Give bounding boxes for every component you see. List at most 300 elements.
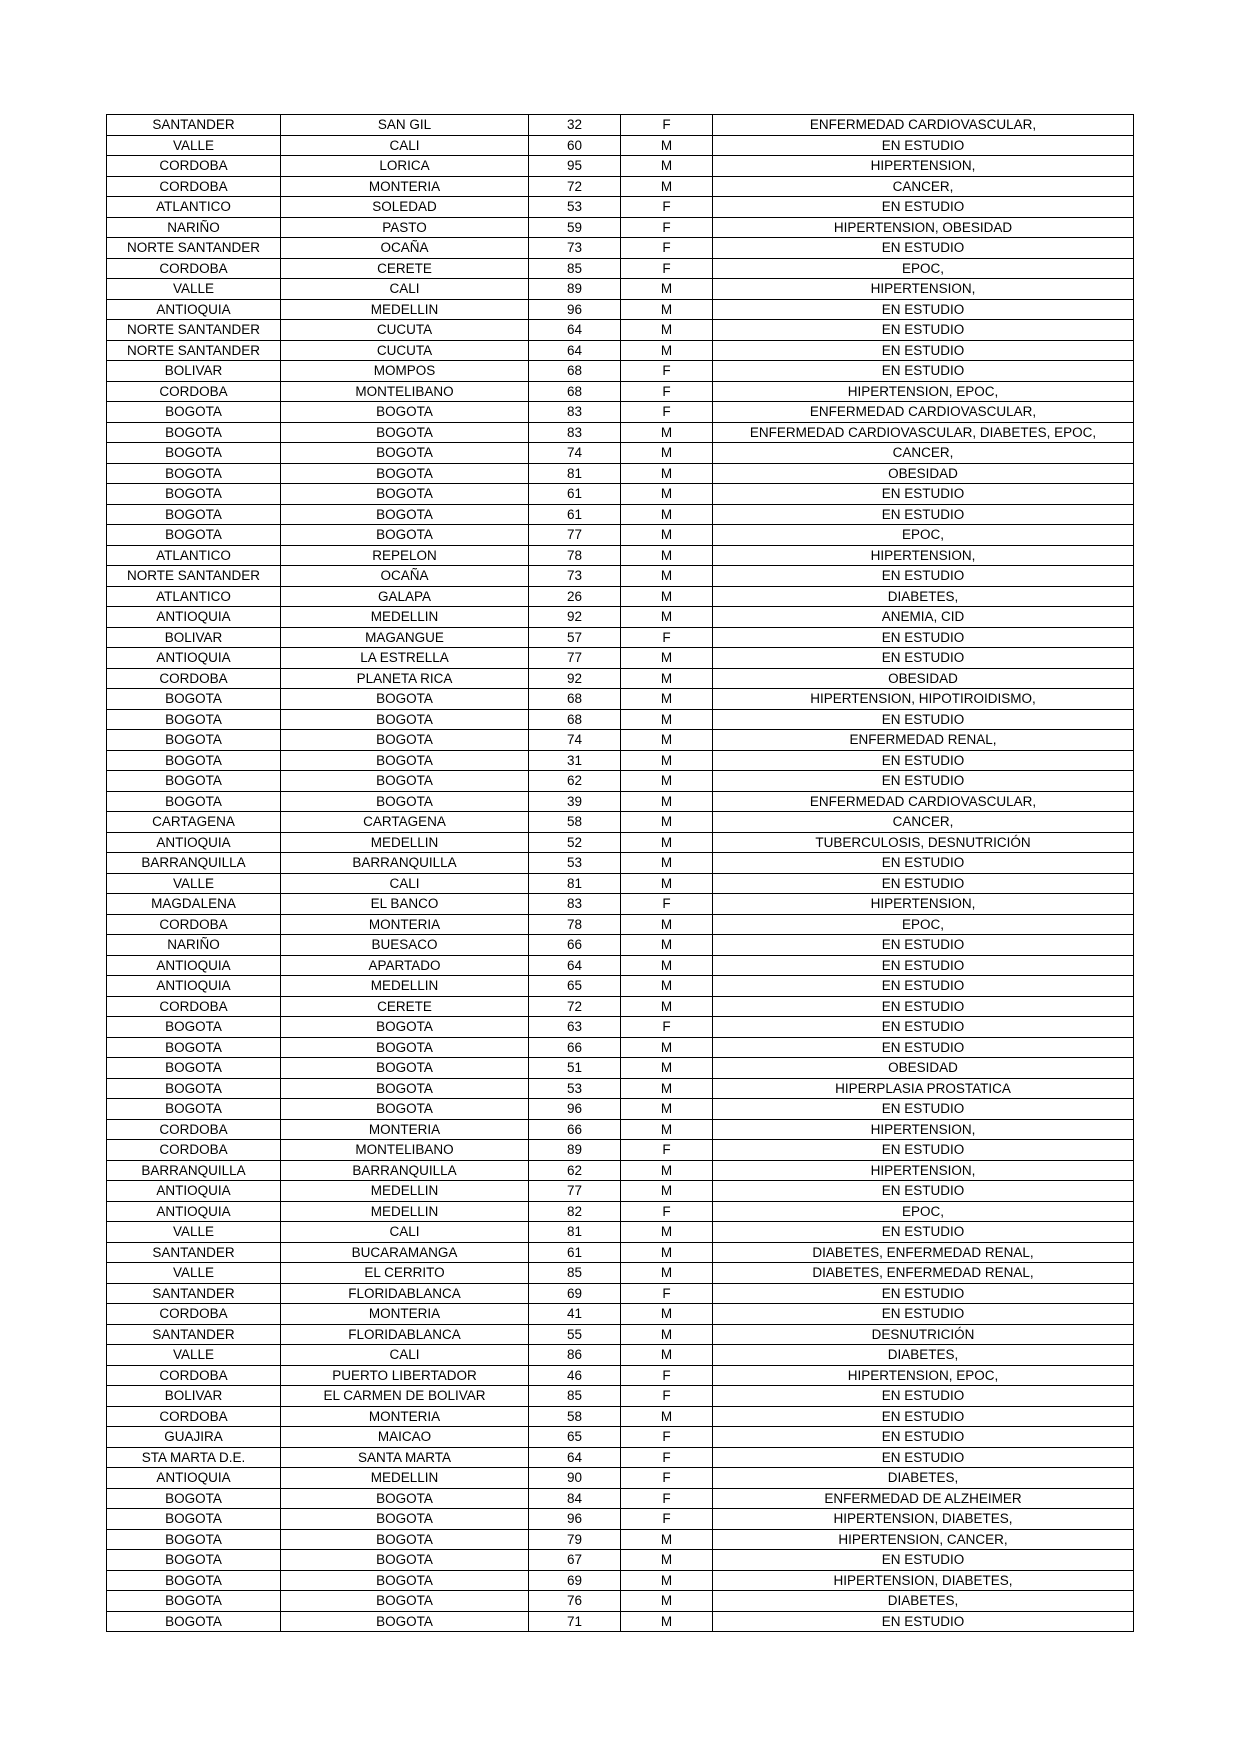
table-row — [107, 730, 1134, 751]
department-cell: BOGOTA — [107, 689, 281, 710]
department-cell: BOGOTA — [107, 1058, 281, 1079]
table-row — [107, 525, 1134, 546]
sex-cell: M — [621, 730, 713, 751]
sex-cell: M — [621, 566, 713, 587]
condition-cell: EN ESTUDIO — [713, 1427, 1134, 1448]
sex-cell: F — [621, 1509, 713, 1530]
table-row — [107, 668, 1134, 689]
department-cell: BARRANQUILLA — [107, 853, 281, 874]
table-row — [107, 1509, 1134, 1530]
table-row — [107, 1017, 1134, 1038]
table-row — [107, 545, 1134, 566]
city-cell: MONTELIBANO — [281, 381, 529, 402]
city-cell: CUCUTA — [281, 320, 529, 341]
city-cell: CALI — [281, 279, 529, 300]
condition-cell: EN ESTUDIO — [713, 1099, 1134, 1120]
sex-cell: F — [621, 894, 713, 915]
table-row — [107, 771, 1134, 792]
city-cell: MONTERIA — [281, 1119, 529, 1140]
department-cell: BOGOTA — [107, 709, 281, 730]
condition-cell: EN ESTUDIO — [713, 238, 1134, 259]
age-cell: 73 — [529, 566, 621, 587]
age-cell: 68 — [529, 361, 621, 382]
table-row — [107, 1037, 1134, 1058]
city-cell: BOGOTA — [281, 1488, 529, 1509]
sex-cell: M — [621, 135, 713, 156]
age-cell: 61 — [529, 504, 621, 525]
condition-cell: EN ESTUDIO — [713, 504, 1134, 525]
department-cell: BOGOTA — [107, 750, 281, 771]
condition-cell: ENFERMEDAD RENAL, — [713, 730, 1134, 751]
sex-cell: M — [621, 484, 713, 505]
condition-cell: DIABETES, — [713, 1345, 1134, 1366]
condition-cell: HIPERTENSION, — [713, 1119, 1134, 1140]
sex-cell: M — [621, 771, 713, 792]
department-cell: BOLIVAR — [107, 1386, 281, 1407]
condition-cell: EN ESTUDIO — [713, 1304, 1134, 1325]
sex-cell: M — [621, 976, 713, 997]
condition-cell: EN ESTUDIO — [713, 340, 1134, 361]
age-cell: 69 — [529, 1570, 621, 1591]
sex-cell: M — [621, 1037, 713, 1058]
table-row — [107, 238, 1134, 259]
age-cell: 82 — [529, 1201, 621, 1222]
department-cell: BOGOTA — [107, 1591, 281, 1612]
department-cell: BOGOTA — [107, 1509, 281, 1530]
age-cell: 96 — [529, 1509, 621, 1530]
department-cell: BOLIVAR — [107, 627, 281, 648]
sex-cell: M — [621, 1160, 713, 1181]
condition-cell: EN ESTUDIO — [713, 1406, 1134, 1427]
condition-cell: HIPERTENSION, — [713, 279, 1134, 300]
department-cell: BOGOTA — [107, 402, 281, 423]
condition-cell: EN ESTUDIO — [713, 750, 1134, 771]
age-cell: 39 — [529, 791, 621, 812]
department-cell: CORDOBA — [107, 381, 281, 402]
condition-cell: OBESIDAD — [713, 668, 1134, 689]
table-row — [107, 1529, 1134, 1550]
table-row — [107, 381, 1134, 402]
condition-cell: HIPERTENSION, EPOC, — [713, 1365, 1134, 1386]
department-cell: ANTIOQUIA — [107, 832, 281, 853]
sex-cell: F — [621, 1447, 713, 1468]
condition-cell: CANCER, — [713, 443, 1134, 464]
table-row — [107, 320, 1134, 341]
table-row — [107, 197, 1134, 218]
table-row — [107, 1304, 1134, 1325]
department-cell: ANTIOQUIA — [107, 648, 281, 669]
table-row — [107, 1140, 1134, 1161]
department-cell: BOGOTA — [107, 1488, 281, 1509]
sex-cell: M — [621, 1181, 713, 1202]
department-cell: CORDOBA — [107, 1304, 281, 1325]
table-row — [107, 1160, 1134, 1181]
table-row — [107, 935, 1134, 956]
table-row — [107, 873, 1134, 894]
city-cell: APARTADO — [281, 955, 529, 976]
age-cell: 53 — [529, 1078, 621, 1099]
age-cell: 86 — [529, 1345, 621, 1366]
sex-cell: M — [621, 1078, 713, 1099]
condition-cell: ENFERMEDAD DE ALZHEIMER — [713, 1488, 1134, 1509]
sex-cell: M — [621, 1304, 713, 1325]
table-row — [107, 135, 1134, 156]
sex-cell: F — [621, 402, 713, 423]
condition-cell: EN ESTUDIO — [713, 1386, 1134, 1407]
age-cell: 77 — [529, 525, 621, 546]
city-cell: PASTO — [281, 217, 529, 238]
table-row — [107, 1099, 1134, 1120]
city-cell: MONTERIA — [281, 176, 529, 197]
department-cell: ATLANTICO — [107, 586, 281, 607]
department-cell: CORDOBA — [107, 1140, 281, 1161]
city-cell: BOGOTA — [281, 791, 529, 812]
condition-cell: OBESIDAD — [713, 463, 1134, 484]
table-row — [107, 1550, 1134, 1571]
table-row — [107, 1181, 1134, 1202]
age-cell: 72 — [529, 996, 621, 1017]
condition-cell: CANCER, — [713, 176, 1134, 197]
city-cell: MEDELLIN — [281, 832, 529, 853]
sex-cell: M — [621, 320, 713, 341]
condition-cell: EN ESTUDIO — [713, 627, 1134, 648]
city-cell: CALI — [281, 873, 529, 894]
city-cell: BOGOTA — [281, 463, 529, 484]
department-cell: CORDOBA — [107, 668, 281, 689]
age-cell: 31 — [529, 750, 621, 771]
department-cell: VALLE — [107, 1222, 281, 1243]
department-cell: BARRANQUILLA — [107, 1160, 281, 1181]
table-row — [107, 976, 1134, 997]
sex-cell: M — [621, 1591, 713, 1612]
age-cell: 53 — [529, 197, 621, 218]
sex-cell: M — [621, 504, 713, 525]
sex-cell: M — [621, 935, 713, 956]
department-cell: NARIÑO — [107, 935, 281, 956]
department-cell: VALLE — [107, 1263, 281, 1284]
sex-cell: M — [621, 955, 713, 976]
city-cell: BOGOTA — [281, 484, 529, 505]
department-cell: ANTIOQUIA — [107, 1468, 281, 1489]
city-cell: BOGOTA — [281, 1611, 529, 1632]
condition-cell: HIPERTENSION, — [713, 1160, 1134, 1181]
age-cell: 73 — [529, 238, 621, 259]
age-cell: 85 — [529, 1263, 621, 1284]
table-row — [107, 607, 1134, 628]
sex-cell: F — [621, 627, 713, 648]
table-row — [107, 115, 1134, 136]
condition-cell: HIPERTENSION, CANCER, — [713, 1529, 1134, 1550]
condition-cell: EN ESTUDIO — [713, 361, 1134, 382]
city-cell: BUESACO — [281, 935, 529, 956]
condition-cell: EN ESTUDIO — [713, 299, 1134, 320]
condition-cell: ENFERMEDAD CARDIOVASCULAR, — [713, 791, 1134, 812]
sex-cell: F — [621, 258, 713, 279]
age-cell: 66 — [529, 935, 621, 956]
city-cell: BOGOTA — [281, 1058, 529, 1079]
table-row — [107, 566, 1134, 587]
sex-cell: M — [621, 1222, 713, 1243]
table-row — [107, 1591, 1134, 1612]
city-cell: BARRANQUILLA — [281, 853, 529, 874]
table-row — [107, 422, 1134, 443]
city-cell: OCAÑA — [281, 238, 529, 259]
sex-cell: M — [621, 873, 713, 894]
age-cell: 90 — [529, 1468, 621, 1489]
department-cell: ANTIOQUIA — [107, 955, 281, 976]
table-row — [107, 750, 1134, 771]
department-cell: BOGOTA — [107, 422, 281, 443]
table-row — [107, 176, 1134, 197]
condition-cell: EN ESTUDIO — [713, 1140, 1134, 1161]
city-cell: BARRANQUILLA — [281, 1160, 529, 1181]
age-cell: 78 — [529, 914, 621, 935]
sex-cell: M — [621, 279, 713, 300]
age-cell: 77 — [529, 1181, 621, 1202]
sex-cell: M — [621, 463, 713, 484]
age-cell: 74 — [529, 443, 621, 464]
age-cell: 96 — [529, 1099, 621, 1120]
table-row — [107, 955, 1134, 976]
age-cell: 66 — [529, 1037, 621, 1058]
age-cell: 92 — [529, 668, 621, 689]
condition-cell: ENFERMEDAD CARDIOVASCULAR, — [713, 402, 1134, 423]
sex-cell: M — [621, 586, 713, 607]
age-cell: 67 — [529, 1550, 621, 1571]
sex-cell: M — [621, 914, 713, 935]
age-cell: 81 — [529, 873, 621, 894]
sex-cell: M — [621, 689, 713, 710]
condition-cell: DIABETES, ENFERMEDAD RENAL, — [713, 1263, 1134, 1284]
sex-cell: F — [621, 1488, 713, 1509]
department-cell: VALLE — [107, 1345, 281, 1366]
table-row — [107, 1611, 1134, 1632]
department-cell: BOGOTA — [107, 504, 281, 525]
sex-cell: F — [621, 217, 713, 238]
condition-cell: EN ESTUDIO — [713, 648, 1134, 669]
sex-cell: M — [621, 156, 713, 177]
age-cell: 61 — [529, 1242, 621, 1263]
table-row — [107, 1365, 1134, 1386]
department-cell: BOGOTA — [107, 443, 281, 464]
sex-cell: M — [621, 340, 713, 361]
city-cell: BOGOTA — [281, 1550, 529, 1571]
city-cell: BOGOTA — [281, 443, 529, 464]
department-cell: BOGOTA — [107, 1078, 281, 1099]
table-row — [107, 279, 1134, 300]
age-cell: 65 — [529, 976, 621, 997]
department-cell: STA MARTA D.E. — [107, 1447, 281, 1468]
sex-cell: M — [621, 668, 713, 689]
city-cell: CALI — [281, 1222, 529, 1243]
city-cell: MAICAO — [281, 1427, 529, 1448]
city-cell: SANTA MARTA — [281, 1447, 529, 1468]
department-cell: CORDOBA — [107, 1406, 281, 1427]
table-row — [107, 709, 1134, 730]
condition-cell: EPOC, — [713, 525, 1134, 546]
condition-cell: HIPERTENSION, — [713, 894, 1134, 915]
condition-cell: EN ESTUDIO — [713, 1222, 1134, 1243]
condition-cell: DIABETES, — [713, 586, 1134, 607]
table-row — [107, 996, 1134, 1017]
age-cell: 63 — [529, 1017, 621, 1038]
age-cell: 64 — [529, 955, 621, 976]
sex-cell: M — [621, 1529, 713, 1550]
sex-cell: F — [621, 197, 713, 218]
table-row — [107, 1488, 1134, 1509]
condition-cell: EPOC, — [713, 258, 1134, 279]
age-cell: 95 — [529, 156, 621, 177]
age-cell: 74 — [529, 730, 621, 751]
department-cell: CORDOBA — [107, 996, 281, 1017]
city-cell: LA ESTRELLA — [281, 648, 529, 669]
department-cell: BOGOTA — [107, 484, 281, 505]
age-cell: 59 — [529, 217, 621, 238]
sex-cell: F — [621, 115, 713, 136]
sex-cell: M — [621, 607, 713, 628]
sex-cell: F — [621, 361, 713, 382]
condition-cell: HIPERTENSION, DIABETES, — [713, 1570, 1134, 1591]
sex-cell: M — [621, 545, 713, 566]
table-row — [107, 361, 1134, 382]
condition-cell: DIABETES, ENFERMEDAD RENAL, — [713, 1242, 1134, 1263]
table-row — [107, 853, 1134, 874]
city-cell: BUCARAMANGA — [281, 1242, 529, 1263]
table-row — [107, 443, 1134, 464]
department-cell: ANTIOQUIA — [107, 1181, 281, 1202]
condition-cell: CANCER, — [713, 812, 1134, 833]
city-cell: BOGOTA — [281, 1078, 529, 1099]
city-cell: SAN GIL — [281, 115, 529, 136]
department-cell: SANTANDER — [107, 115, 281, 136]
age-cell: 61 — [529, 484, 621, 505]
age-cell: 83 — [529, 422, 621, 443]
department-cell: BOGOTA — [107, 771, 281, 792]
sex-cell: M — [621, 996, 713, 1017]
condition-cell: ANEMIA, CID — [713, 607, 1134, 628]
table-row — [107, 1263, 1134, 1284]
department-cell: GUAJIRA — [107, 1427, 281, 1448]
department-cell: BOGOTA — [107, 1550, 281, 1571]
department-cell: BOGOTA — [107, 525, 281, 546]
department-cell: CORDOBA — [107, 1365, 281, 1386]
table-row — [107, 484, 1134, 505]
city-cell: CALI — [281, 1345, 529, 1366]
department-cell: SANTANDER — [107, 1324, 281, 1345]
city-cell: EL BANCO — [281, 894, 529, 915]
age-cell: 62 — [529, 771, 621, 792]
table-row — [107, 832, 1134, 853]
department-cell: ANTIOQUIA — [107, 1201, 281, 1222]
age-cell: 58 — [529, 812, 621, 833]
sex-cell: M — [621, 299, 713, 320]
table-row — [107, 156, 1134, 177]
city-cell: EL CERRITO — [281, 1263, 529, 1284]
department-cell: BOGOTA — [107, 1037, 281, 1058]
city-cell: MEDELLIN — [281, 1181, 529, 1202]
city-cell: CERETE — [281, 258, 529, 279]
department-cell: CORDOBA — [107, 156, 281, 177]
department-cell: ATLANTICO — [107, 545, 281, 566]
condition-cell: EN ESTUDIO — [713, 1037, 1134, 1058]
age-cell: 62 — [529, 1160, 621, 1181]
age-cell: 68 — [529, 381, 621, 402]
age-cell: 57 — [529, 627, 621, 648]
age-cell: 65 — [529, 1427, 621, 1448]
table-row — [107, 1427, 1134, 1448]
age-cell: 60 — [529, 135, 621, 156]
city-cell: MONTERIA — [281, 1406, 529, 1427]
age-cell: 69 — [529, 1283, 621, 1304]
city-cell: PLANETA RICA — [281, 668, 529, 689]
sex-cell: F — [621, 1468, 713, 1489]
table-row — [107, 340, 1134, 361]
city-cell: SOLEDAD — [281, 197, 529, 218]
city-cell: MEDELLIN — [281, 607, 529, 628]
city-cell: BOGOTA — [281, 504, 529, 525]
city-cell: BOGOTA — [281, 1037, 529, 1058]
records-table — [106, 114, 1134, 1632]
table-row — [107, 1468, 1134, 1489]
department-cell: CARTAGENA — [107, 812, 281, 833]
condition-cell: DESNUTRICIÓN — [713, 1324, 1134, 1345]
department-cell: ATLANTICO — [107, 197, 281, 218]
condition-cell: EN ESTUDIO — [713, 853, 1134, 874]
sex-cell: M — [621, 853, 713, 874]
department-cell: CORDOBA — [107, 176, 281, 197]
city-cell: MONTERIA — [281, 1304, 529, 1325]
department-cell: BOLIVAR — [107, 361, 281, 382]
department-cell: CORDOBA — [107, 258, 281, 279]
condition-cell: ENFERMEDAD CARDIOVASCULAR, DIABETES, EPOC, — [713, 422, 1134, 443]
condition-cell: HIPERTENSION, DIABETES, — [713, 1509, 1134, 1530]
sex-cell: M — [621, 1345, 713, 1366]
city-cell: CUCUTA — [281, 340, 529, 361]
city-cell: BOGOTA — [281, 1591, 529, 1612]
age-cell: 78 — [529, 545, 621, 566]
condition-cell: EN ESTUDIO — [713, 709, 1134, 730]
sex-cell: M — [621, 812, 713, 833]
department-cell: BOGOTA — [107, 463, 281, 484]
condition-cell: TUBERCULOSIS, DESNUTRICIÓN — [713, 832, 1134, 853]
condition-cell: EN ESTUDIO — [713, 935, 1134, 956]
condition-cell: EN ESTUDIO — [713, 135, 1134, 156]
age-cell: 64 — [529, 340, 621, 361]
table-row — [107, 1324, 1134, 1345]
condition-cell: EN ESTUDIO — [713, 771, 1134, 792]
age-cell: 72 — [529, 176, 621, 197]
condition-cell: HIPERTENSION, HIPOTIROIDISMO, — [713, 689, 1134, 710]
condition-cell: OBESIDAD — [713, 1058, 1134, 1079]
sex-cell: M — [621, 648, 713, 669]
sex-cell: F — [621, 1283, 713, 1304]
age-cell: 26 — [529, 586, 621, 607]
table-row — [107, 627, 1134, 648]
table-row — [107, 1242, 1134, 1263]
table-row — [107, 791, 1134, 812]
city-cell: GALAPA — [281, 586, 529, 607]
age-cell: 41 — [529, 1304, 621, 1325]
condition-cell: EN ESTUDIO — [713, 1017, 1134, 1038]
age-cell: 89 — [529, 279, 621, 300]
department-cell: NORTE SANTANDER — [107, 340, 281, 361]
city-cell: BOGOTA — [281, 730, 529, 751]
age-cell: 76 — [529, 1591, 621, 1612]
sex-cell: M — [621, 525, 713, 546]
table-row — [107, 1201, 1134, 1222]
age-cell: 81 — [529, 463, 621, 484]
sex-cell: M — [621, 1324, 713, 1345]
